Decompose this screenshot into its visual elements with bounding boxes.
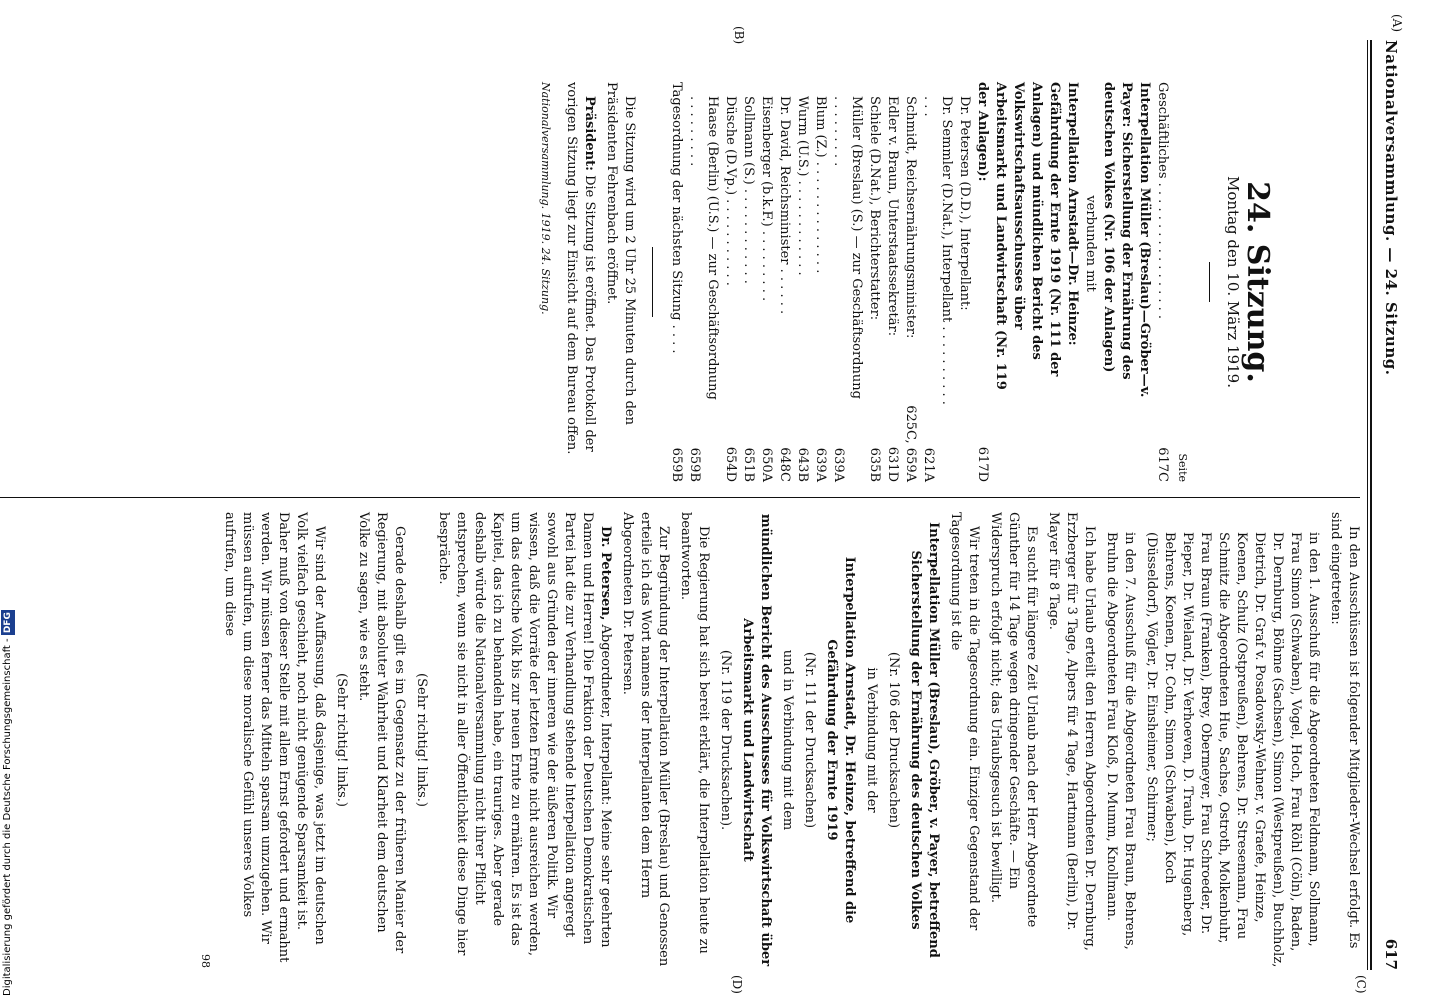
digitization-credit — [1, 600, 15, 996]
toc-row — [829, 82, 865, 482]
toc-entry: Dr. David, Reichsminister . . . . . . — [777, 96, 792, 315]
margin-mark-d: (D) — [730, 975, 744, 994]
paragraph: Die Regierung hat sich bereit erklärt, die Interpellation heute zu beantworten. — [678, 512, 711, 954]
paragraph: Wir treten in die Tagesordnung ein. Einziger Gegenstand der Tagesordnung ist die — [948, 512, 981, 931]
connector: in Verbindung mit der — [864, 667, 879, 813]
toc-row — [973, 82, 1081, 482]
committee-report-ref: (Nr. 119 der Drucksachen). — [718, 649, 733, 831]
toc-page: 651B — [741, 447, 756, 482]
toc-entry: Wurm (U.S.) . . . . . . . . . . . . — [795, 96, 810, 276]
toc-entry: Edler v. Braun, Unterstaatssekretär: — [885, 96, 900, 337]
dfg-logo: DFG — [3, 612, 13, 634]
session-date: Montag den 10. März 1919. — [1224, 175, 1242, 388]
margin-mark-a: (A) — [1390, 14, 1404, 33]
speech-paragraph: Wir sind der Auffassung, daß dasjenige, was jetzt im deutschen Volk vielfach geschieht, noch nicht genügende Sparsamkeit ist. Daher muß von dieser Stelle mit allem Ernst gefordert und ermahnt werden. Wir müssen ferner das Mitteln sparsam umzugehen. Wir müssen aufrufen, um diese moralische Gefühl unseres Volkes aufrufen, um diese — [222, 512, 327, 963]
toc-entry: Geschäftliches . . . . . . . . . . . . . . . . . — [1155, 82, 1170, 320]
reaction: (Sehr richtig! links.) — [414, 673, 429, 807]
toc-row — [811, 82, 829, 482]
speech-paragraph — [434, 512, 614, 968]
toc-row — [721, 82, 739, 482]
paragraph: Zur Begründung der Interpellation Müller (Breslau) und Genossen erteile ich das Wort namens der Interpellanten dem Herrn Abgeordneten Dr. Petersen. — [620, 512, 671, 967]
toc-page — [955, 405, 973, 482]
paragraph: Ich habe Urlaub erteilt den Herren Abgeordneten Dr. Dernburg, Erzberger für 3 Tage, Alpers für 4 Tage, Hartmann (Berlin), Dr. Mayer für 8 Tage. — [1046, 512, 1097, 951]
toc-page — [1081, 405, 1099, 482]
interpellation-2: Interpellation Arnstadt, Dr. Heinze, betreffend die Gefährdung der Ernte 1919 — [824, 556, 857, 924]
interpellation-2-ref: (Nr. 111 der Drucksachen) — [802, 651, 817, 829]
session-title: 24. Sitzung. — [1240, 181, 1275, 383]
toc-entry: Schiele (D.Nat.), Berichterstatter: — [867, 96, 882, 321]
toc-page: 654D — [723, 446, 738, 482]
toc-row — [757, 82, 775, 482]
speech-text: Abgeordneter, Interpellant: Meine sehr geehrten Damen und Herren! Die Fraktion der Deutschen Demokratischen Partei hat die zur Verhandlung stehende Interpellation angeregt sowohl aus Gründen der inneren wie der äußeren Politik. Wir wissen, daß die Vorräte der letzten Ernte nicht ausreichen werden, um das deutsche Volk bis zur neuen Ernte zu ernähren. Es ist das Kapitel, das ich zu behandeln habe, ein trauriges. Aber gerade deshalb würde die Nationalversammlung nicht ihrer Pflicht entsprechen, wenn sie nicht in aller Öffentlichkeit diese Dinge hier bespräche. — [436, 512, 613, 957]
page-header — [1376, 40, 1400, 970]
toc-page: 621A — [921, 447, 936, 482]
president-paragraph — [562, 82, 598, 482]
toc-row — [1153, 82, 1171, 482]
toc-row — [685, 82, 721, 482]
toc-row — [1081, 82, 1099, 482]
toc-row — [1099, 82, 1153, 482]
toc-page — [1099, 405, 1153, 482]
margin-mark-b: (B) — [732, 26, 746, 45]
toc-page: 639A — [813, 447, 828, 482]
toc-page: 631D — [885, 446, 900, 482]
speech-paragraph: Gerade deshalb gilt es im Gegensatz zu der früheren Manier der Regierung, mit absoluter Wahrheit und Klarheit dem deutschen Volke zu sagen, wie es steht. — [356, 512, 407, 954]
president-text: Die Sitzung ist eröffnet. Das Protokoll der vorigen Sitzung liegt zur Einsicht auf dem Bureau offen. — [564, 82, 597, 455]
toc-row — [865, 82, 883, 482]
header-page-number: 617 — [1382, 938, 1400, 970]
interpellation-1: Interpellation Müller (Breslau), Gröber, v. Payer, betreffend Sicherstellung der Ernährung des deutschen Volkes — [908, 522, 941, 958]
header-title: Nationalversammlung. — 24. Sitzung. — [1382, 40, 1400, 376]
toc-seite-label: Seite — [1176, 453, 1189, 482]
president-label: Präsident: — [582, 96, 597, 171]
toc-row — [919, 82, 955, 482]
table-of-contents — [667, 82, 1171, 482]
toc-entry: Dr. Semmler (D.Nat.), Interpellant . . . . . . . . . . . . . — [921, 96, 954, 405]
margin-mark-c: (C) — [1354, 975, 1368, 994]
toc-row — [793, 82, 811, 482]
toc-row — [739, 82, 757, 482]
sheet-signature: Nationalversammlung. 1919. 24. Sitzung. — [539, 82, 552, 315]
divider — [1209, 262, 1210, 302]
toc-row — [667, 82, 685, 482]
toc-entry: Dr. Petersen (D.D.), Interpellant: — [957, 96, 972, 311]
toc-entry: Haase (Berlin) (U.S.) — zur Geschäftsordnung . . . . . . . . . — [687, 96, 720, 400]
page-signature: 98 — [199, 954, 212, 968]
committee-report: mündlichen Bericht des Ausschusses für Volkswirtschaft über Arbeitsmarkt und Landwirtschaft — [740, 513, 773, 967]
toc-entry: Eisenberger (b.k.F.) . . . . . . . . . — [759, 96, 774, 302]
toc-page: 659B — [669, 447, 684, 482]
paragraph: In den Ausschüssen ist folgender Mitglieder-Wechsel erfolgt. Es sind eingetreten: — [1328, 512, 1361, 949]
paragraph: in den 1. Ausschuß für die Abgeordneten Feldmann, Sollmann, Frau Simon (Schwaben), Vogel, Hoch, Frau Röhl (Cöln), Baden, Dr. Dernburg, Böhme (Sachsen), Simon (Westpreußen), Buchholz, Dietrich, Dr. Graf v. Posadowsky-Wehner, v. Graefe, Heinze, Koenen, Schulz (Ostpreußen), Behrens, Dr. Stresemann, Frau Schmitz die Abgeordneten Hue, Sachse, Ostroth, Molkenbuhr, Frau Braun (Franken), Brey, Obermeyer, Frau Schroeder, Dr. Pieper, Dr. Wieland, Dr. Verhoeven, D. Traub, Dr. Hugenberg, Behrens, Koenen, Dr. Cohn, Simon (Schwaben), Koch (Düsseldorf), Vögler, Dr. Einsheimer, Schirmer; — [1144, 532, 1321, 968]
toc-page: 625C, 659A — [903, 405, 918, 482]
right-column — [196, 512, 1362, 968]
toc-page: 659B — [687, 447, 702, 482]
connector: und in Verbindung mit dem — [780, 649, 795, 831]
toc-entry: verbunden mit — [1083, 195, 1098, 292]
opening-paragraph: Die Sitzung wird um 2 Uhr 25 Minuten durch den Präsidenten Fehrenbach eröffnet. — [604, 82, 637, 425]
speaker-name: Dr. Petersen, — [598, 526, 613, 621]
header-rule — [1370, 40, 1372, 970]
toc-entry: Schmidt, Reichsernährungsminister: — [903, 96, 918, 339]
header-rule-thin — [1367, 40, 1368, 970]
left-column — [536, 82, 1362, 482]
divider — [652, 247, 653, 317]
toc-row — [883, 82, 901, 482]
toc-page: 643B — [795, 447, 810, 482]
column-divider — [0, 497, 1360, 498]
toc-page: 617D — [975, 446, 990, 482]
toc-entry: Tagesordnung der nächsten Sitzung . . . . — [669, 82, 684, 354]
credit-text: Digitalisierung gefördert durch die Deutsche Forschungsgemeinschaft - — [2, 638, 13, 996]
toc-page: 639A — [831, 447, 846, 482]
toc-entry: Interpellation Müller (Breslau)—Gröber—v. Payer: Sicherstellung der Ernährung des deutschen Volkes (Nr. 106 der Anlagen) — [1101, 82, 1152, 398]
toc-entry: Düsche (D.Vp.) . . . . . . . . . . . — [723, 96, 738, 286]
toc-page: 617C — [1155, 447, 1170, 482]
toc-entry: Sollmann (S.) . . . . . . . . . . . . — [741, 96, 756, 284]
toc-page: 650A — [759, 447, 774, 482]
toc-page: 648C — [777, 447, 792, 482]
paragraph: in den 7. Ausschuß für die Abgeordneten Frau Braun, Behrens, Bruhn die Abgeordneten Frau Kloß, D. Mumm, Knollmann. — [1104, 532, 1137, 950]
reaction: (Sehr richtig! links.) — [334, 673, 349, 807]
toc-entry: Blum (Z.) . . . . . . . . . . . . . . — [813, 96, 828, 274]
toc-entry: Interpellation Arnstadt—Dr. Heinze: Gefährdung der Ernte 1919 (Nr. 111 der Anlagen) und mündlichen Bericht des Volkswirtschaftsausschusses über Arbeitsmarkt und Landwirtschaft (Nr. 119 der Anlagen): — [975, 82, 1080, 390]
interpellation-1-ref: (Nr. 106 der Drucksachen) — [886, 651, 901, 829]
toc-row — [775, 82, 793, 482]
paragraph: Es sucht für längere Zeit Urlaub nach der Herr Abgeordnete Günther für 14 Tage wegen dringender Geschäfte. — Ein Widerspruch erfolgt nicht; das Urlaubsgesuch ist bewilligt. — [988, 512, 1039, 928]
toc-row — [955, 82, 973, 482]
toc-page: 635B — [867, 447, 882, 482]
toc-row — [901, 82, 919, 482]
toc-entry: Müller (Breslau) (S.) — zur Geschäftsordnung . . . . . . . . . — [831, 96, 864, 399]
